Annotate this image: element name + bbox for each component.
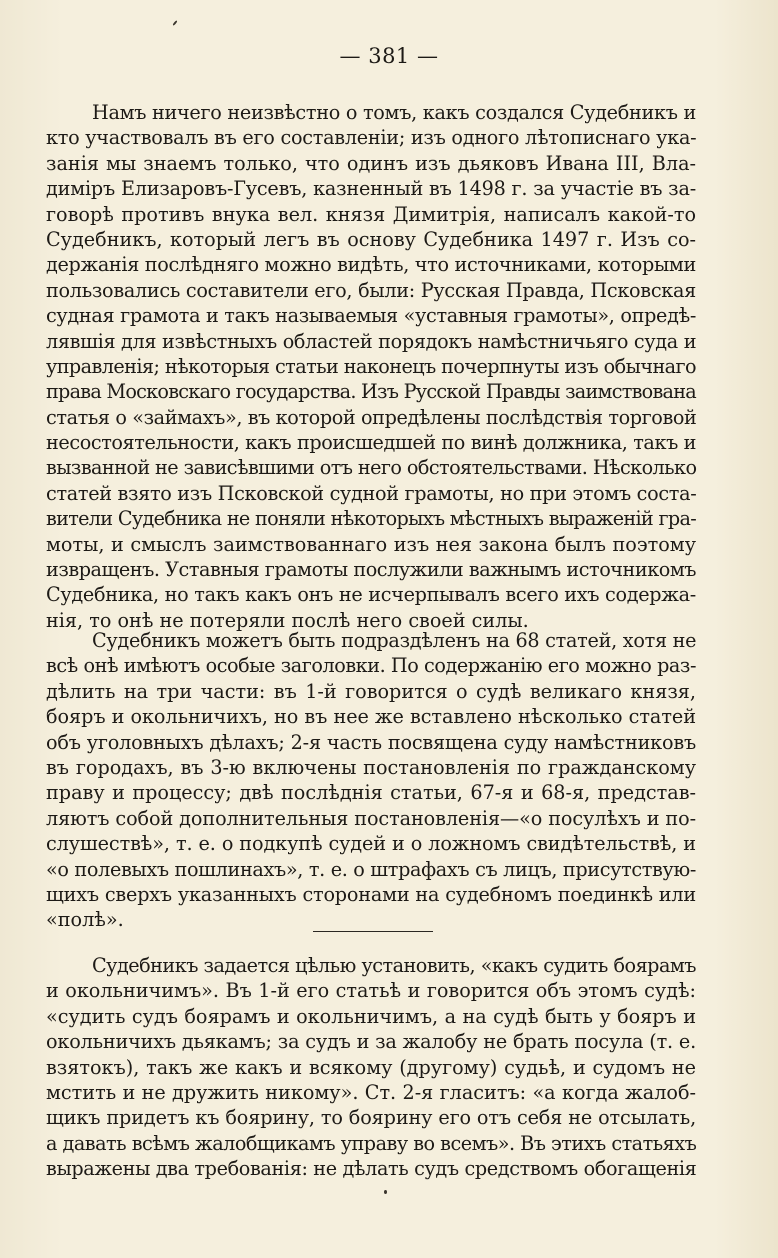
text-line: Судебника, но такъ какъ онъ не исчерпывалъ всего ихъ содержа- (46, 583, 696, 607)
paragraph-3 (46, 953, 696, 1182)
text-line: кто участвовалъ въ его составленіи; изъ одного лѣтописнаго ука- (46, 126, 697, 150)
text-line: ляютъ собой дополнительныя постановленія—«о посулѣхъ и по- (46, 806, 696, 830)
text-line: Судебникъ можетъ быть подраздѣленъ на 68 статей, хотя не (92, 629, 697, 652)
text-line: выражены два требованія: не дѣлать судъ средствомъ обогащенія (46, 1157, 697, 1181)
text-line: права Московскаго государства. Изъ Русской Правды заимствована (46, 380, 696, 404)
text-line: мстить и не дружить никому». Ст. 2-я гласитъ: «а когда жалоб- (46, 1080, 696, 1104)
text-line: судная грамота и такъ называемыя «уставныя грамоты», опредѣ- (46, 304, 696, 328)
paragraph-1 (46, 100, 696, 633)
text-line: объ уголовныхъ дѣлахъ; 2-я часть посвящена суду намѣстниковъ (46, 730, 696, 754)
print-speck (172, 20, 177, 26)
text-line: Намъ ничего неизвѣстно о томъ, какъ создался Судебникъ и (92, 101, 696, 124)
text-line: щикъ придетъ къ боярину, то боярину его отъ себя не отсылать, (46, 1106, 697, 1130)
text-line: диміръ Елизаровъ-Гусевъ, казненный въ 1498 г. за участіе въ за- (46, 177, 696, 201)
section-separator (313, 931, 433, 932)
text-line: пользовались составители его, были: Русская Правда, Псковская (46, 278, 696, 302)
text-line: бояръ и окольничихъ, но въ нее же вставлено нѣсколько статей (46, 705, 696, 729)
text-line: «полѣ». (46, 908, 124, 932)
text-line: держанія послѣдняго можно видѣть, что источниками, которыми (46, 253, 696, 277)
text-line: моты, и смыслъ заимствованнаго изъ нея закона былъ поэтому (46, 532, 696, 556)
text-line: дѣлить на три части: въ 1-й говорится о судѣ великаго князя, (46, 679, 696, 703)
text-line: вители Судебника не поняли нѣкоторыхъ мѣстныхъ выраженій гра- (46, 507, 696, 531)
text-line: а давать всѣмъ жалобщикамъ управу во всемъ». Въ этихъ статьяхъ (46, 1131, 697, 1155)
text-line: несостоятельности, какъ происшедшей по винѣ должника, такъ и (46, 431, 696, 455)
paragraph-2 (46, 628, 696, 933)
text-line: вызванной не зависѣвшими отъ него обстоятельствами. Нѣсколько (46, 456, 697, 480)
text-line: статья о «займахъ», въ которой опредѣлены послѣдствія торговой (46, 405, 697, 429)
text-line: всѣ онѣ имѣютъ особые заголовки. По содержанію его можно раз- (46, 654, 696, 678)
text-line: праву и процессу; двѣ послѣднія статьи, 67-я и 68-я, представ- (46, 781, 696, 805)
text-line: Судебникъ задается цѣлью установить, «какъ судить боярамъ (92, 954, 696, 977)
text-line: занія мы знаемъ только, что одинъ изъ дьяковъ Ивана III, Вла- (46, 151, 696, 175)
text-line: «о полевыхъ пошлинахъ», т. е. о штрафахъ съ лицъ, присутствую- (46, 857, 696, 881)
page-number: — 381 — (339, 44, 439, 68)
text-line: слушествѣ», т. е. о подкупѣ судей и о ложномъ свидѣтельствѣ, и (46, 832, 696, 856)
text-line: статей взято изъ Псковской судной грамоты, но при этомъ соста- (46, 481, 697, 505)
print-speck (384, 1190, 387, 1194)
text-line: и окольничимъ». Въ 1-й его статьѣ и говорится объ этомъ судѣ: (46, 979, 696, 1003)
text-line: въ городахъ, въ 3-ю включены постановленія по гражданскому (46, 755, 696, 779)
text-line: щихъ сверхъ указанныхъ сторонами на судебномъ поединкѣ или (46, 882, 696, 906)
text-line: говорѣ противъ внука вел. князя Димитрія, написалъ какой-то (46, 202, 696, 226)
text-line: Судебникъ, который легъ въ основу Судебника 1497 г. Изъ со- (46, 227, 696, 251)
text-line: управленія; нѣкоторыя статьи наконецъ почерпнуты изъ обычнаго (46, 354, 696, 378)
text-line: лявшія для извѣстныхъ областей порядокъ намѣстничьяго суда и (46, 329, 697, 353)
text-line: извращенъ. Уставныя грамоты послужили важнымъ источникомъ (46, 558, 697, 582)
text-line: взятокъ), такъ же какъ и всякому (другому) судьѣ, и судомъ не (46, 1055, 696, 1079)
text-line: «судить судъ боярамъ и окольничимъ, а на судѣ быть у бояръ и (46, 1004, 696, 1028)
text-line: окольничихъ дьякамъ; за судъ и за жалобу не брать посула (т. е. (46, 1030, 696, 1054)
text-line: нія, то онѣ не потеряли послѣ него своей силы. (46, 608, 529, 632)
